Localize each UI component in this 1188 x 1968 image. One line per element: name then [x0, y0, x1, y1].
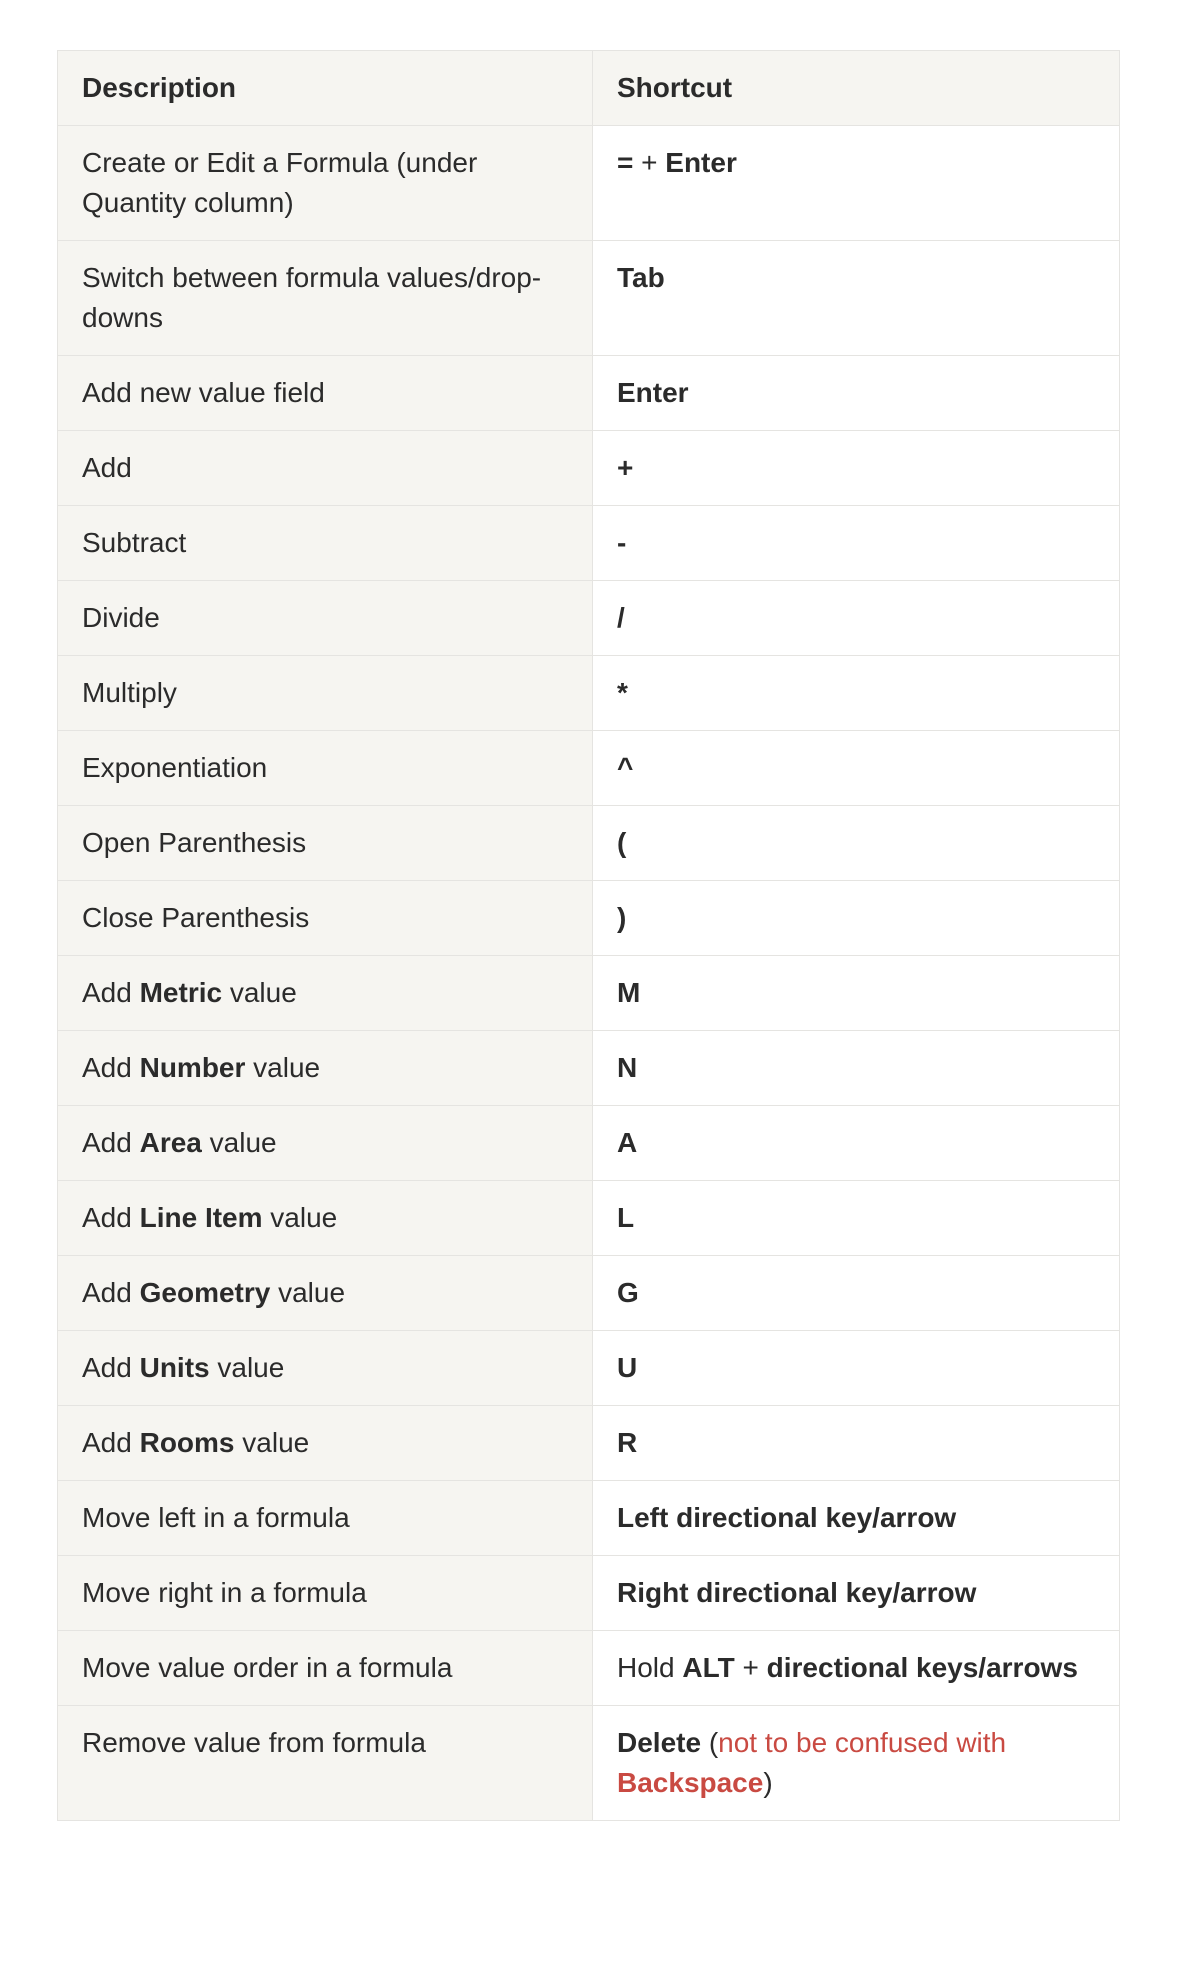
- text: Multiply: [82, 677, 177, 708]
- description-cell: [58, 431, 593, 506]
- table-row: [58, 881, 1120, 956]
- description-cell: [58, 881, 593, 956]
- shortcut-cell: [593, 431, 1120, 506]
- text: not to be confused with: [718, 1727, 1007, 1758]
- description-cell: [58, 126, 593, 241]
- emphasized-text: -: [617, 527, 627, 558]
- shortcut-cell: [593, 1181, 1120, 1256]
- table-row: [58, 1181, 1120, 1256]
- description-cell: [58, 356, 593, 431]
- shortcut-cell: [593, 126, 1120, 241]
- table-row: [58, 731, 1120, 806]
- emphasized-text: (: [617, 827, 627, 858]
- table-row: [58, 1031, 1120, 1106]
- table-row: [58, 581, 1120, 656]
- table-row: [58, 656, 1120, 731]
- table-row: [58, 1106, 1120, 1181]
- text: Add: [82, 1427, 140, 1458]
- emphasized-text: +: [617, 452, 634, 483]
- emphasized-text: Geometry: [139, 1277, 271, 1308]
- shortcut-cell: [593, 656, 1120, 731]
- emphasized-text: directional keys/arrows: [766, 1652, 1078, 1683]
- description-cell: [58, 1706, 593, 1821]
- description-cell: [58, 1181, 593, 1256]
- description-cell: [58, 241, 593, 356]
- text: Add: [82, 977, 140, 1008]
- table-header-row: [58, 51, 1120, 126]
- column-header-shortcut: Shortcut: [593, 51, 1120, 126]
- shortcut-cell: [593, 731, 1120, 806]
- emphasized-text: U: [617, 1352, 638, 1383]
- shortcut-cell: [593, 1331, 1120, 1406]
- text: value: [245, 1052, 321, 1083]
- emphasized-text: Backspace: [617, 1767, 764, 1798]
- description-cell: [58, 1256, 593, 1331]
- emphasized-text: N: [617, 1052, 638, 1083]
- text: +: [734, 1652, 767, 1683]
- text: Open Parenthesis: [82, 827, 307, 858]
- emphasized-text: Enter: [617, 377, 689, 408]
- table-row: [58, 1256, 1120, 1331]
- shortcut-cell: [593, 1481, 1120, 1556]
- text: Move left in a formula: [82, 1502, 350, 1533]
- table-row: [58, 431, 1120, 506]
- emphasized-text: L: [617, 1202, 635, 1233]
- table-row: [58, 1556, 1120, 1631]
- text: Add new value field: [82, 377, 325, 408]
- description-cell: [58, 806, 593, 881]
- emphasized-text: Number: [139, 1052, 246, 1083]
- text: Close Parenthesis: [82, 902, 310, 933]
- description-cell: [58, 1631, 593, 1706]
- emphasized-text: Delete: [617, 1727, 702, 1758]
- emphasized-text: Area: [139, 1127, 202, 1158]
- text: value: [234, 1427, 310, 1458]
- text: Subtract: [82, 527, 187, 558]
- emphasized-text: ALT: [682, 1652, 735, 1683]
- table-row: [58, 956, 1120, 1031]
- description-cell: [58, 506, 593, 581]
- description-cell: [58, 656, 593, 731]
- emphasized-text: R: [617, 1427, 638, 1458]
- emphasized-text: Rooms: [139, 1427, 235, 1458]
- emphasized-text: Tab: [617, 262, 665, 293]
- description-cell: [58, 1406, 593, 1481]
- text: Exponentiation: [82, 752, 268, 783]
- table-row: [58, 356, 1120, 431]
- description-cell: [58, 1331, 593, 1406]
- emphasized-text: A: [617, 1127, 638, 1158]
- text: Add: [82, 452, 132, 483]
- table-row: [58, 241, 1120, 356]
- text: value: [209, 1352, 285, 1383]
- shortcut-cell: [593, 1406, 1120, 1481]
- emphasized-text: =: [617, 147, 634, 178]
- text: Divide: [82, 602, 160, 633]
- description-cell: [58, 1481, 593, 1556]
- emphasized-text: Metric: [139, 977, 223, 1008]
- shortcut-cell: [593, 806, 1120, 881]
- text: Add: [82, 1352, 140, 1383]
- emphasized-text: *: [617, 677, 628, 708]
- emphasized-text: M: [617, 977, 641, 1008]
- text: (: [701, 1727, 719, 1758]
- shortcut-cell: [593, 956, 1120, 1031]
- text: value: [270, 1277, 346, 1308]
- table-row: [58, 506, 1120, 581]
- text: Add: [82, 1277, 140, 1308]
- emphasized-text: /: [617, 602, 625, 633]
- text: Add: [82, 1202, 140, 1233]
- emphasized-text: ^: [617, 752, 634, 783]
- column-header-description: Description: [58, 51, 593, 126]
- text: Create or Edit a Formula (under Quantity column): [82, 147, 478, 218]
- emphasized-text: Line Item: [139, 1202, 263, 1233]
- description-cell: [58, 1106, 593, 1181]
- description-cell: [58, 581, 593, 656]
- text: value: [262, 1202, 338, 1233]
- text: value: [201, 1127, 277, 1158]
- text: Switch between formula values/drop-downs: [82, 262, 542, 333]
- shortcut-cell: [593, 356, 1120, 431]
- shortcut-cell: [593, 1706, 1120, 1821]
- shortcuts-table: [57, 50, 1120, 1821]
- text: Move value order in a formula: [82, 1652, 453, 1683]
- table-row: [58, 1706, 1120, 1821]
- shortcut-cell: [593, 241, 1120, 356]
- table-row: [58, 806, 1120, 881]
- text: Add: [82, 1052, 140, 1083]
- table-row: [58, 1406, 1120, 1481]
- shortcut-cell: [593, 506, 1120, 581]
- emphasized-text: Left directional key/arrow: [617, 1502, 957, 1533]
- emphasized-text: Right directional key/arrow: [617, 1577, 977, 1608]
- shortcut-cell: [593, 1106, 1120, 1181]
- table-row: [58, 1481, 1120, 1556]
- shortcut-cell: [593, 1556, 1120, 1631]
- description-cell: [58, 1556, 593, 1631]
- text: Move right in a formula: [82, 1577, 367, 1608]
- emphasized-text: ): [617, 902, 627, 933]
- text: value: [222, 977, 297, 1008]
- text: Hold: [617, 1652, 683, 1683]
- table-row: [58, 1631, 1120, 1706]
- shortcut-cell: [593, 1031, 1120, 1106]
- description-cell: [58, 1031, 593, 1106]
- emphasized-text: Units: [139, 1352, 210, 1383]
- table-row: [58, 126, 1120, 241]
- table-header: [58, 51, 1120, 126]
- emphasized-text: G: [617, 1277, 639, 1308]
- text: Add: [82, 1127, 140, 1158]
- description-cell: [58, 956, 593, 1031]
- text: Remove value from formula: [82, 1727, 426, 1758]
- shortcut-cell: [593, 581, 1120, 656]
- shortcut-cell: [593, 881, 1120, 956]
- shortcut-cell: [593, 1256, 1120, 1331]
- emphasized-text: Enter: [665, 147, 737, 178]
- text: +: [633, 147, 666, 178]
- table-body: [58, 126, 1120, 1821]
- description-cell: [58, 731, 593, 806]
- shortcut-cell: [593, 1631, 1120, 1706]
- text: ): [763, 1767, 773, 1798]
- table-row: [58, 1331, 1120, 1406]
